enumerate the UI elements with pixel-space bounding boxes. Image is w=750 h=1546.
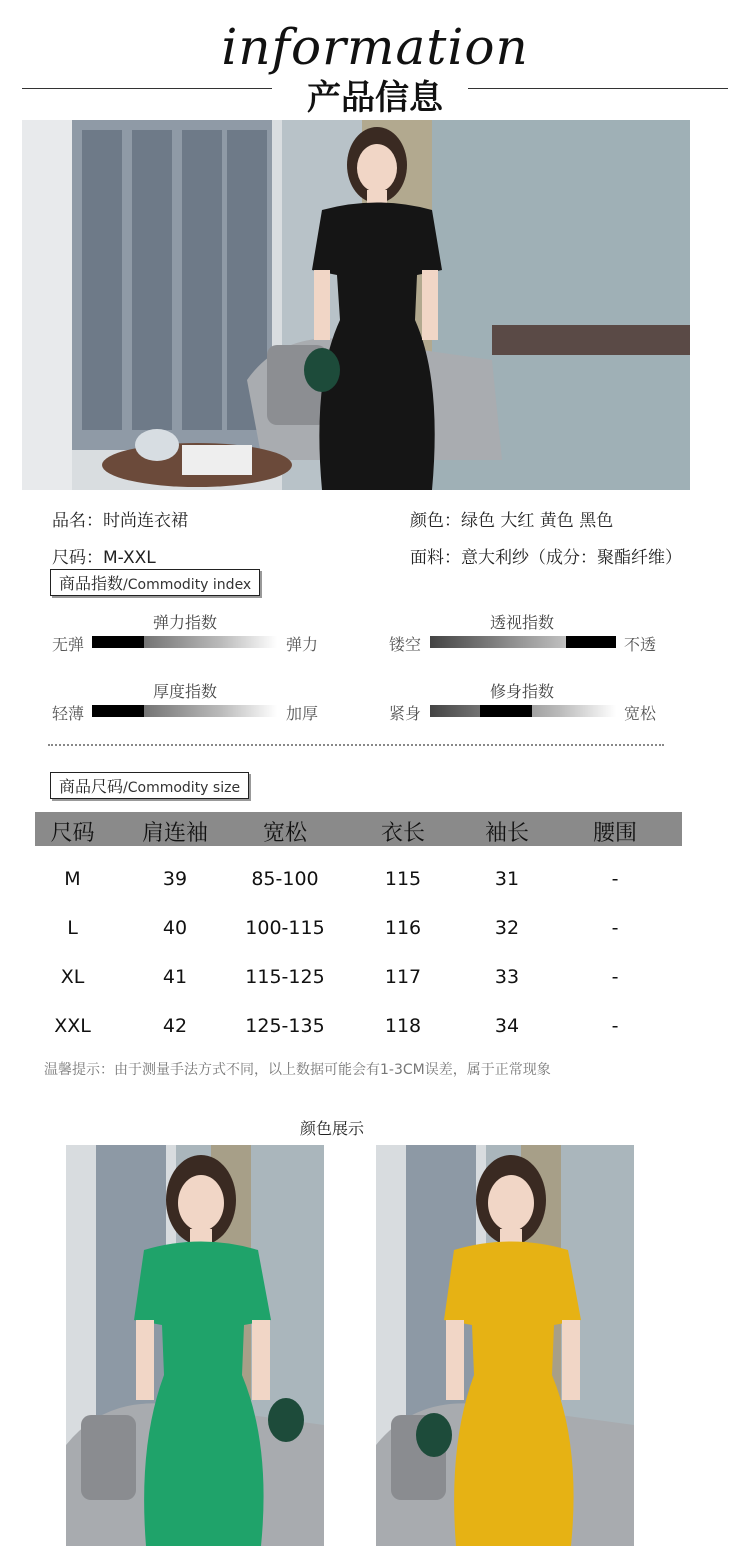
table-cell-length: 117 (384, 966, 422, 988)
thickness-index-title: 厚度指数 (152, 682, 217, 701)
table-cell-length: 116 (384, 917, 422, 939)
measurement-note: 温馨提示：由于测量手法方式不同，以上数据可能会有1-3CM误差，属于正常现象 (44, 1062, 551, 1078)
thickness-level-marker (92, 705, 144, 717)
table-cell-waist: - (611, 966, 619, 988)
fit-index-title: 修身指数 (489, 682, 554, 701)
table-cell-waist: - (611, 917, 619, 939)
table-cell-bust: 115-125 (245, 966, 325, 988)
col-header-bust: 宽松 (262, 821, 307, 846)
col-header-size: 尺码 (50, 821, 95, 846)
commodity-index-cn: 商品指数 (59, 574, 124, 593)
elasticity-index-title: 弹力指数 (152, 613, 217, 632)
product-photo-yellow (376, 1145, 634, 1546)
table-cell-bust: 85-100 (251, 868, 319, 890)
commodity-index-en: /Commodity index (123, 577, 252, 593)
commodity-size-en: /Commodity size (123, 780, 241, 796)
table-cell-sleeve: 31 (494, 868, 520, 890)
commodity-size-tag (50, 772, 249, 799)
table-cell-sleeve: 32 (494, 917, 520, 939)
header-cn-title: 产品信息 (0, 70, 750, 119)
size-table-header (35, 812, 682, 846)
product-colors: 颜色：绿色 大红 黄色 黑色 (410, 511, 614, 531)
product-fabric: 面料：意大利纱（成分：聚酯纤维） (410, 548, 682, 568)
col-header-length: 衣长 (380, 821, 425, 846)
table-cell-length: 118 (384, 1015, 422, 1037)
table-cell-waist: - (611, 868, 619, 890)
fit-index-bar (430, 705, 616, 717)
elasticity-left-label: 无弹 (52, 635, 85, 654)
table-cell-shoulder-sleeve: 39 (162, 868, 188, 890)
product-name: 品名：时尚连衣裙 (52, 511, 188, 531)
table-cell-size: XL (60, 966, 85, 988)
table-cell-bust: 125-135 (245, 1015, 325, 1037)
transparency-index-bar (430, 636, 616, 648)
table-cell-sleeve: 33 (494, 966, 520, 988)
header-script-title: information (221, 18, 529, 76)
col-header-shoulder-sleeve: 肩连袖 (141, 821, 208, 846)
table-cell-shoulder-sleeve: 40 (162, 917, 188, 939)
transparency-right-label: 不透 (624, 635, 657, 654)
fit-level-marker (480, 705, 532, 717)
col-header-sleeve: 袖长 (484, 821, 529, 846)
commodity-index-tag (50, 569, 260, 596)
transparency-level-marker (566, 636, 616, 648)
table-cell-shoulder-sleeve: 42 (162, 1015, 188, 1037)
thickness-right-label: 加厚 (286, 704, 319, 723)
product-photo-green (66, 1145, 324, 1546)
color-display-title: 颜色展示 (299, 1119, 364, 1138)
transparency-index-title: 透视指数 (489, 613, 554, 632)
dotted-divider (48, 744, 664, 746)
thickness-index-bar (92, 705, 277, 717)
table-cell-bust: 100-115 (245, 917, 325, 939)
elasticity-right-label: 弹力 (286, 635, 319, 654)
table-cell-sleeve: 34 (494, 1015, 520, 1037)
table-cell-length: 115 (384, 868, 422, 890)
transparency-left-label: 镂空 (389, 635, 422, 654)
elasticity-index-bar (92, 636, 277, 648)
table-cell-size: M (64, 868, 81, 890)
fit-right-label: 宽松 (624, 704, 657, 723)
product-size-range: 尺码：M-XXL (52, 548, 156, 568)
elasticity-level-marker (92, 636, 144, 648)
commodity-size-cn: 商品尺码 (59, 777, 124, 796)
product-photo-black (22, 120, 690, 490)
col-header-waist: 腰围 (592, 821, 637, 846)
fit-left-label: 紧身 (389, 704, 422, 723)
thickness-left-label: 轻薄 (52, 704, 85, 723)
table-cell-waist: - (611, 1015, 619, 1037)
table-cell-size: XXL (54, 1015, 91, 1037)
table-cell-size: L (67, 917, 78, 939)
table-cell-shoulder-sleeve: 41 (162, 966, 188, 988)
